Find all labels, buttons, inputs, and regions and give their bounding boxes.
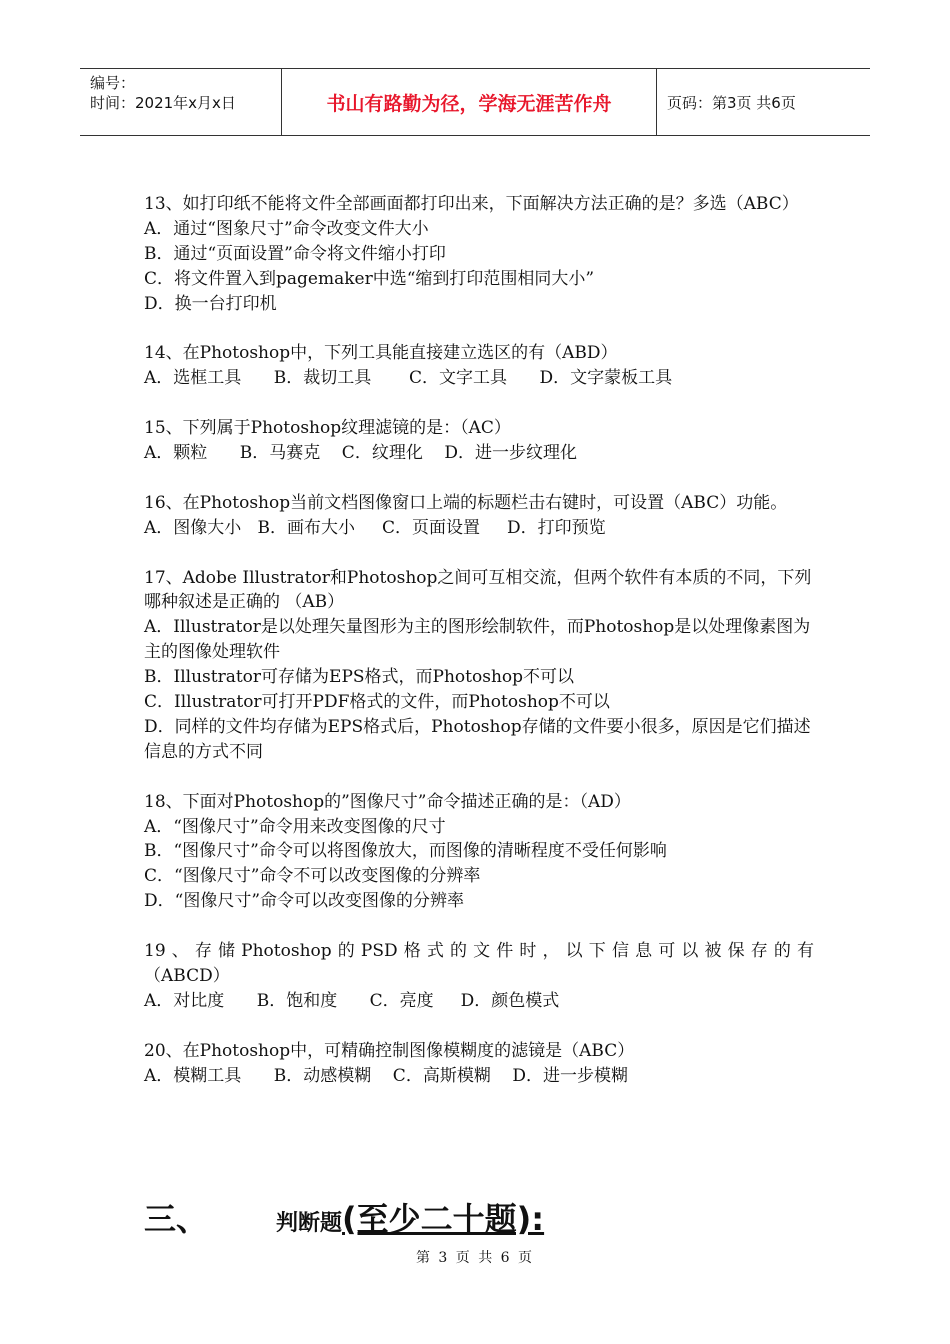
options-row: A．对比度 B．饱和度 C．亮度 D．颜色模式 [144, 990, 560, 1011]
question-text: 17、Adobe Illustrator和Photoshop之间可互相交流，但两个软件有本质的不同，下列哪种叙述是正确的 （AB） [144, 567, 812, 613]
header-left-cell [80, 69, 282, 135]
question-15 [144, 416, 814, 466]
question-text: 18、下面对Photoshop的”图像尺寸”命令描述正确的是：（AD） [144, 791, 631, 812]
header-page-label: 页码：第3页 共6页 [667, 93, 796, 112]
option-a: A．Illustrator是以处理矢量图形为主的图形绘制软件，而Photoshop是以处理像素图为主的图像处理软件 [144, 617, 811, 663]
option-c: C．将文件置入到pagemaker中选“缩到打印范围相同大小” [144, 268, 595, 289]
question-14 [144, 341, 814, 391]
options-row: A．模糊工具 B．动感模糊 C．高斯模糊 D．进一步模糊 [144, 1065, 629, 1086]
option-d: D．同样的文件均存储为EPS格式后，Photoshop存储的文件要小很多，原因是它们描述信息的方式不同 [144, 716, 811, 762]
option-b: B．通过“页面设置”命令将文件缩小打印 [144, 243, 446, 264]
question-20 [144, 1039, 814, 1089]
options-row: A．图像大小 B．画布大小 C．页面设置 D．打印预览 [144, 517, 606, 538]
question-16 [144, 491, 814, 541]
section-heading [144, 1194, 544, 1240]
option-c: C．Illustrator可打开PDF格式的文件，而Photoshop不可以 [144, 692, 610, 713]
option-b: B．“图像尺寸”命令可以将图像放大，而图像的清晰程度不受任何影响 [144, 841, 667, 862]
section-number: 三、 [144, 1200, 209, 1238]
page-header [80, 68, 870, 136]
question-text-continued: （ABCD） [144, 966, 230, 986]
option-a: A．“图像尺寸”命令用来改变图像的尺寸 [144, 816, 446, 837]
question-text: 14、在Photoshop中，下列工具能直接建立选区的有（ABD） [144, 343, 618, 364]
options-row: A．颗粒 B．马赛克 C．纹理化 D．进一步纹理化 [144, 443, 578, 464]
question-text: 20、在Photoshop中，可精确控制图像模糊度的滤镜是（ABC） [144, 1040, 635, 1061]
question-text: 16、在Photoshop当前文档图像窗口上端的标题栏击右键时，可设置（ABC）功能。 [144, 492, 788, 513]
question-17 [144, 566, 814, 765]
options-row: A．选框工具 B．裁切工具 C．文字工具 D．文字蒙板工具 [144, 368, 673, 389]
questions-section [144, 192, 814, 1113]
question-18 [144, 790, 814, 915]
option-d: D．换一台打印机 [144, 293, 277, 314]
option-a: A．通过“图象尺寸”命令改变文件大小 [144, 218, 429, 239]
header-motto: 书山有路勤为径，学海无涯苦作舟 [282, 69, 657, 135]
question-13 [144, 192, 814, 317]
section-note: (至少二十题): [342, 1200, 545, 1238]
number-label: 编号： [90, 74, 136, 92]
page-footer: 第 3 页 共 6 页 [415, 1250, 535, 1266]
question-text: 19、存储Photoshop的PSD格式的文件时，以下信息可以被保存的有 [144, 941, 814, 962]
question-text: 15、下列属于Photoshop纹理滤镜的是：（AC） [144, 418, 511, 439]
option-c: C．“图像尺寸”命令不可以改变图像的分辨率 [144, 866, 481, 887]
time-label: 时间：2021年x月x日 [90, 94, 236, 112]
question-text: 13、如打印纸不能将文件全部画面都打印出来，下面解决方法正确的是？多选（ABC） [144, 194, 799, 214]
question-19 [144, 939, 814, 1014]
option-d: D．“图像尺寸”命令可以改变图像的分辨率 [144, 891, 465, 912]
section-title: 判断题 [276, 1211, 343, 1236]
option-b: B．Illustrator可存储为EPS格式，而Photoshop不可以 [144, 667, 575, 688]
